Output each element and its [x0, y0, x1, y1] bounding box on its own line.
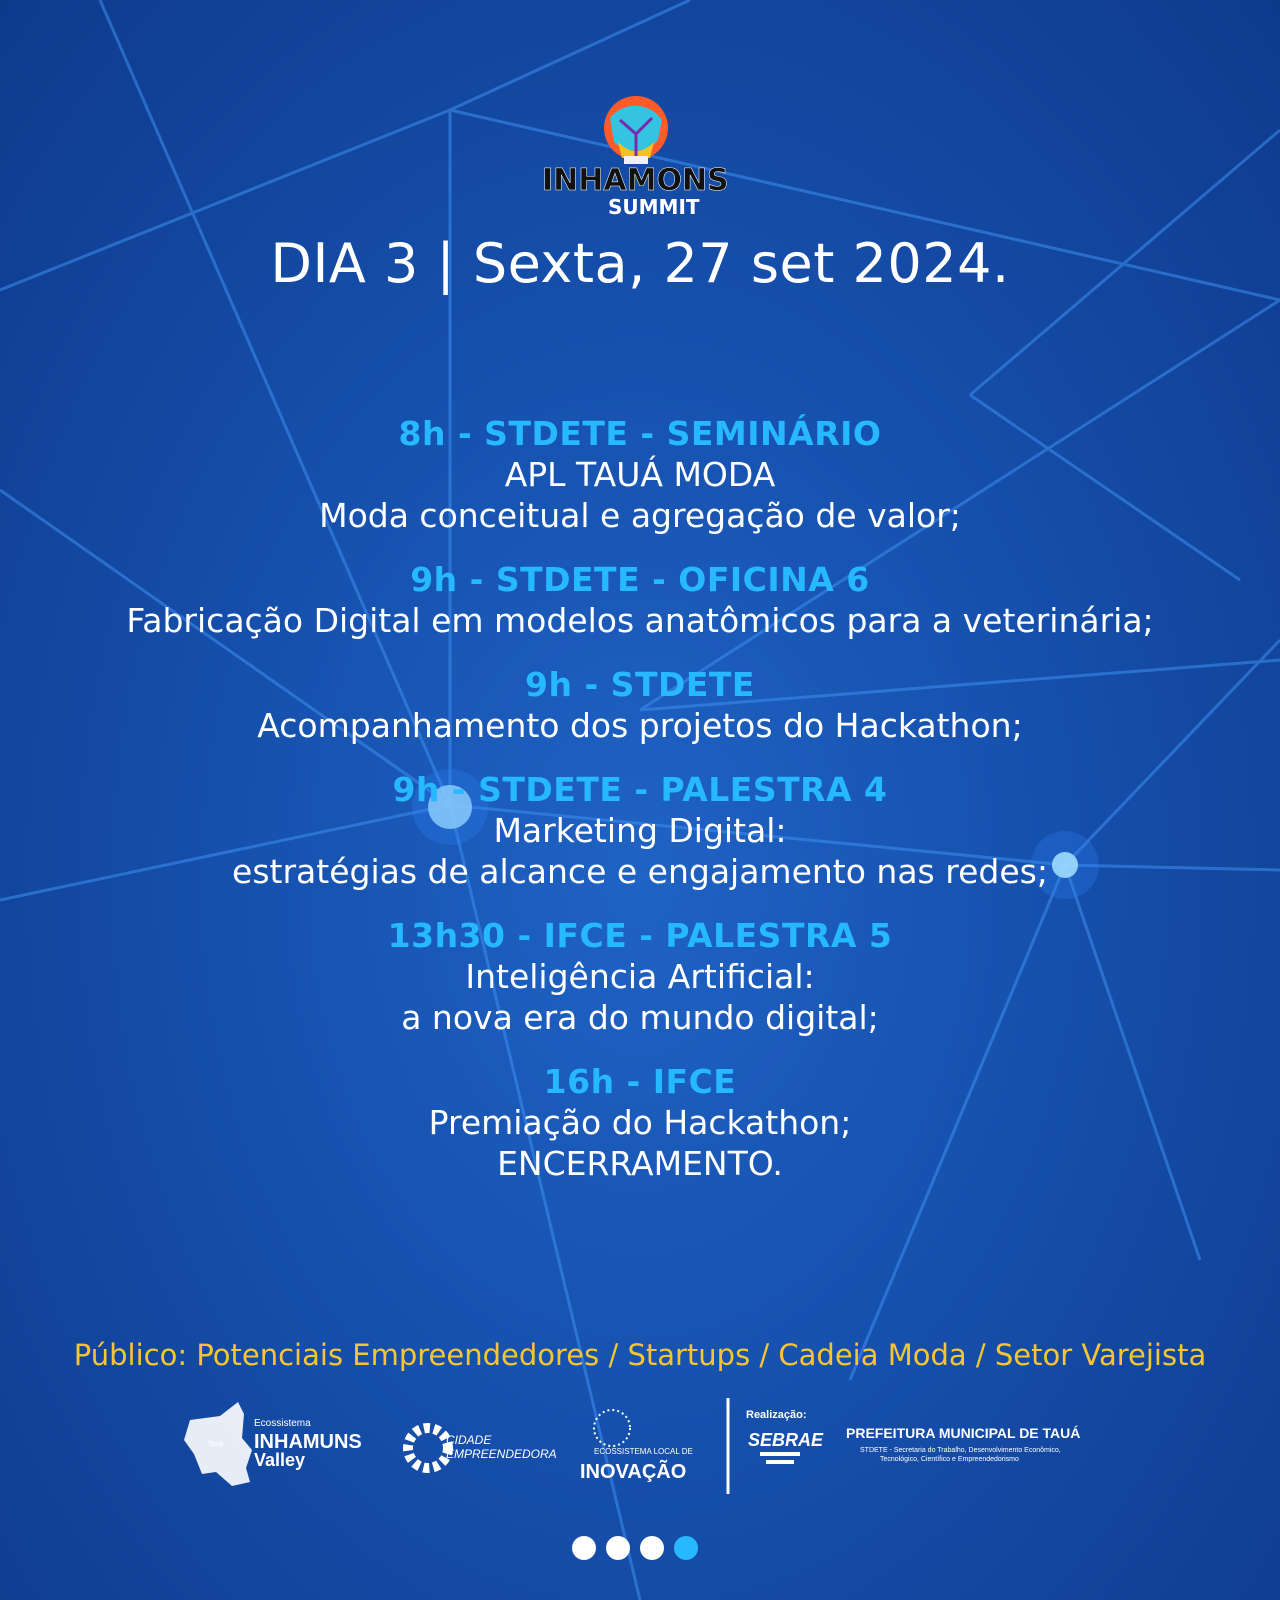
agenda-item-time-header: 9h - STDETE - PALESTRA 4 — [392, 770, 888, 809]
agenda-item-title: APL TAUÁ MODA — [504, 455, 776, 494]
agenda-item — [0, 414, 1280, 536]
agenda-item — [0, 560, 1280, 641]
agenda-item — [0, 665, 1280, 746]
agenda-item-title: Premiação do Hackathon; — [428, 1103, 852, 1142]
svg-text:STDETE - Secretaria do Trabalh: STDETE - Secretaria do Trabalho, Desenvolvimento Econômico, — [860, 1447, 1061, 1454]
pagination-dots — [572, 1536, 712, 1560]
agenda-list — [0, 414, 1280, 1208]
logo-text-summit: SUMMIT — [608, 195, 700, 219]
gear-icon — [408, 1428, 448, 1468]
svg-text:Valley: Valley — [254, 1450, 306, 1470]
svg-text:CIDADE: CIDADE — [446, 1433, 492, 1447]
svg-text:Tecnológico, Científico e Empr: Tecnológico, Científico e Empreendedorismo — [880, 1456, 1019, 1463]
svg-text:Tauá: Tauá — [208, 1441, 224, 1448]
svg-text:INOVAÇÃO: INOVAÇÃO — [580, 1461, 687, 1483]
ecossistema-inovacao-logo — [580, 1410, 693, 1483]
svg-text:Ecossistema: Ecossistema — [254, 1418, 311, 1429]
network-globe-icon — [594, 1410, 630, 1446]
agenda-item-subtitle: estratégias de alcance e engajamento nas redes; — [232, 852, 1048, 891]
agenda-item-subtitle: ENCERRAMENTO. — [497, 1144, 783, 1183]
lightbulb-icon — [604, 96, 668, 164]
audience-text: Público: Potenciais Empreendedores / Startups / Cadeia Moda / Setor Varejista — [73, 1338, 1207, 1372]
svg-text:ECOSSISTEMA LOCAL DE: ECOSSISTEMA LOCAL DE — [594, 1447, 693, 1456]
pagination-dot-active[interactable] — [674, 1536, 698, 1560]
pagination-dot[interactable] — [572, 1536, 596, 1560]
svg-text:PREFEITURA MUNICIPAL DE TAUÁ: PREFEITURA MUNICIPAL DE TAUÁ — [846, 1425, 1081, 1441]
sebrae-logo — [746, 1409, 824, 1464]
agenda-item-title: Inteligência Artificial: — [465, 957, 815, 996]
svg-text:EMPREENDEDORA: EMPREENDEDORA — [446, 1447, 557, 1461]
agenda-item-subtitle: a nova era do mundo digital; — [401, 998, 879, 1037]
agenda-item-title: Acompanhamento dos projetos do Hackathon; — [257, 706, 1023, 745]
prefeitura-logo — [846, 1425, 1080, 1463]
sebrae-stripes-icon — [760, 1452, 800, 1456]
svg-text:SEBRAE: SEBRAE — [748, 1430, 824, 1450]
agenda-item-subtitle: Moda conceitual e agregação de valor; — [319, 496, 961, 535]
cidade-empreendedora-logo — [408, 1428, 557, 1468]
agenda-item-title: Marketing Digital: — [493, 811, 787, 850]
svg-text:INHAMUNS: INHAMUNS — [254, 1431, 362, 1453]
pagination-dot[interactable] — [606, 1536, 630, 1560]
pagination-dot[interactable] — [640, 1536, 664, 1560]
svg-text:Realização:: Realização: — [746, 1409, 807, 1421]
agenda-item-time-header: 13h30 - IFCE - PALESTRA 5 — [387, 916, 893, 955]
agenda-item — [0, 770, 1280, 892]
inhamuns-valley-logo — [184, 1402, 362, 1486]
agenda-item-time-header: 16h - IFCE — [543, 1062, 737, 1101]
agenda-item-time-header: 9h - STDETE - OFICINA 6 — [410, 560, 870, 599]
agenda-item-title: Fabricação Digital em modelos anatômicos para a veterinária; — [126, 601, 1154, 640]
agenda-item-time-header: 8h - STDETE - SEMINÁRIO — [398, 414, 882, 453]
agenda-item — [0, 1062, 1280, 1184]
partner-logos — [180, 1398, 1120, 1498]
inhamons-summit-logo — [540, 90, 740, 220]
agenda-item — [0, 916, 1280, 1038]
agenda-item-time-header: 9h - STDETE — [525, 665, 755, 704]
logo-text-main: INHAMONS — [542, 163, 729, 198]
page-title: DIA 3 | Sexta, 27 set 2024. — [270, 232, 1010, 295]
